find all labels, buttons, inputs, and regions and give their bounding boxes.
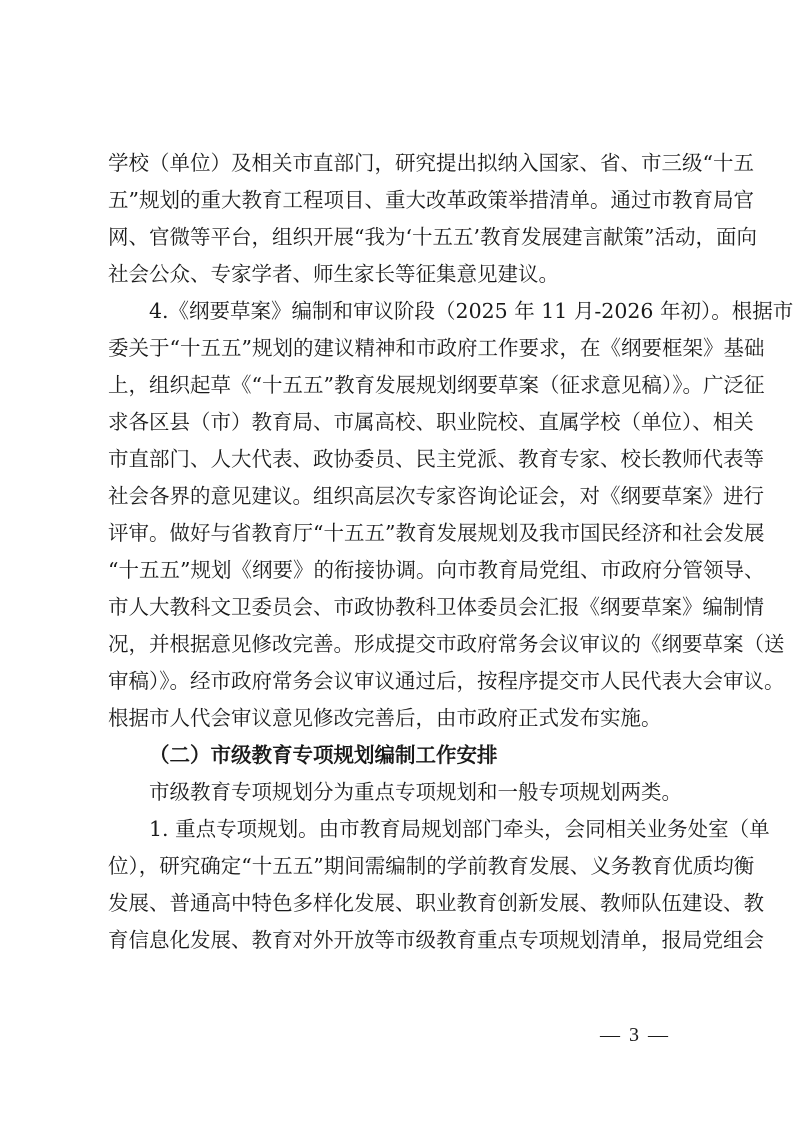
text-line: 况，并根据意见修改完善。形成提交市政府常务会议审议的《纲要草案（送 (108, 632, 785, 656)
text-line: 审稿）》。经市政府常务会议审议通过后，按程序提交市人民代表大会审议。 (108, 669, 785, 693)
text-line: 社会公众、专家学者、师生家长等征集意见建议。 (108, 262, 559, 286)
text-line: 评审。做好与省教育厅“十五五”教育发展规划及我市国民经济和社会发展 (108, 521, 765, 545)
text-line: 委关于“十五五”规划的建议精神和市政府工作要求，在《纲要框架》基础 (108, 336, 765, 360)
text-line: 育信息化发展、教育对外开放等市级教育重点专项规划清单，报局党组会 (108, 928, 764, 952)
section-heading (108, 737, 686, 774)
paragraph (108, 145, 757, 293)
text-line: 位），研究确定“十五五”期间需编制的学前教育发展、义务教育优质均衡 (108, 854, 755, 878)
text-line: 市直部门、人大代表、政协委员、民主党派、教育专家、校长教师代表等 (108, 447, 764, 471)
paragraph (108, 774, 686, 811)
text-line: 市级教育专项规划分为重点专项规划和一般专项规划两类。 (149, 780, 682, 804)
text-line: （二）市级教育专项规划编制工作安排 (149, 743, 498, 767)
document-body (108, 145, 793, 959)
text-line: 求各区县（市）教育局、市属高校、职业院校、直属学校（单位）、相关 (108, 410, 754, 434)
text-line: 网、官微等平台，组织开展“我为‘十五五’教育发展建言献策”活动，面向 (108, 225, 757, 249)
text-line: 4.《纲要草案》编制和审议阶段（2025 年 11 月-2026 年初）。根据市 (149, 299, 793, 323)
page-number: — 3 — (600, 1024, 670, 1046)
text-line: 1. 重点专项规划。由市教育局规划部门牵头，会同相关业务处室（单 (149, 817, 770, 841)
text-line: 上，组织起草《“十五五”教育发展规划纲要草案（征求意见稿）》。广泛征 (108, 373, 765, 397)
paragraph (108, 811, 770, 959)
text-line: 发展、普通高中特色多样化发展、职业教育创新发展、教师队伍建设、教 (108, 891, 764, 915)
text-line: 社会各界的意见建议。组织高层次专家咨询论证会，对《纲要草案》进行 (108, 484, 764, 508)
text-line: 学校（单位）及相关市直部门，研究提出拟纳入国家、省、市三级“十五 (108, 151, 754, 175)
text-line: 五”规划的重大教育工程项目、重大改革政策举措清单。通过市教育局官 (108, 188, 754, 212)
paragraph (108, 293, 793, 737)
text-line: 市人大教科文卫委员会、市政协教科卫体委员会汇报《纲要草案》编制情 (108, 595, 764, 619)
text-line: “十五五”规划《纲要》的衔接协调。向市教育局党组、市政府分管领导、 (108, 558, 765, 582)
text-line: 根据市人代会审议意见修改完善后，由市政府正式发布实施。 (108, 706, 662, 730)
